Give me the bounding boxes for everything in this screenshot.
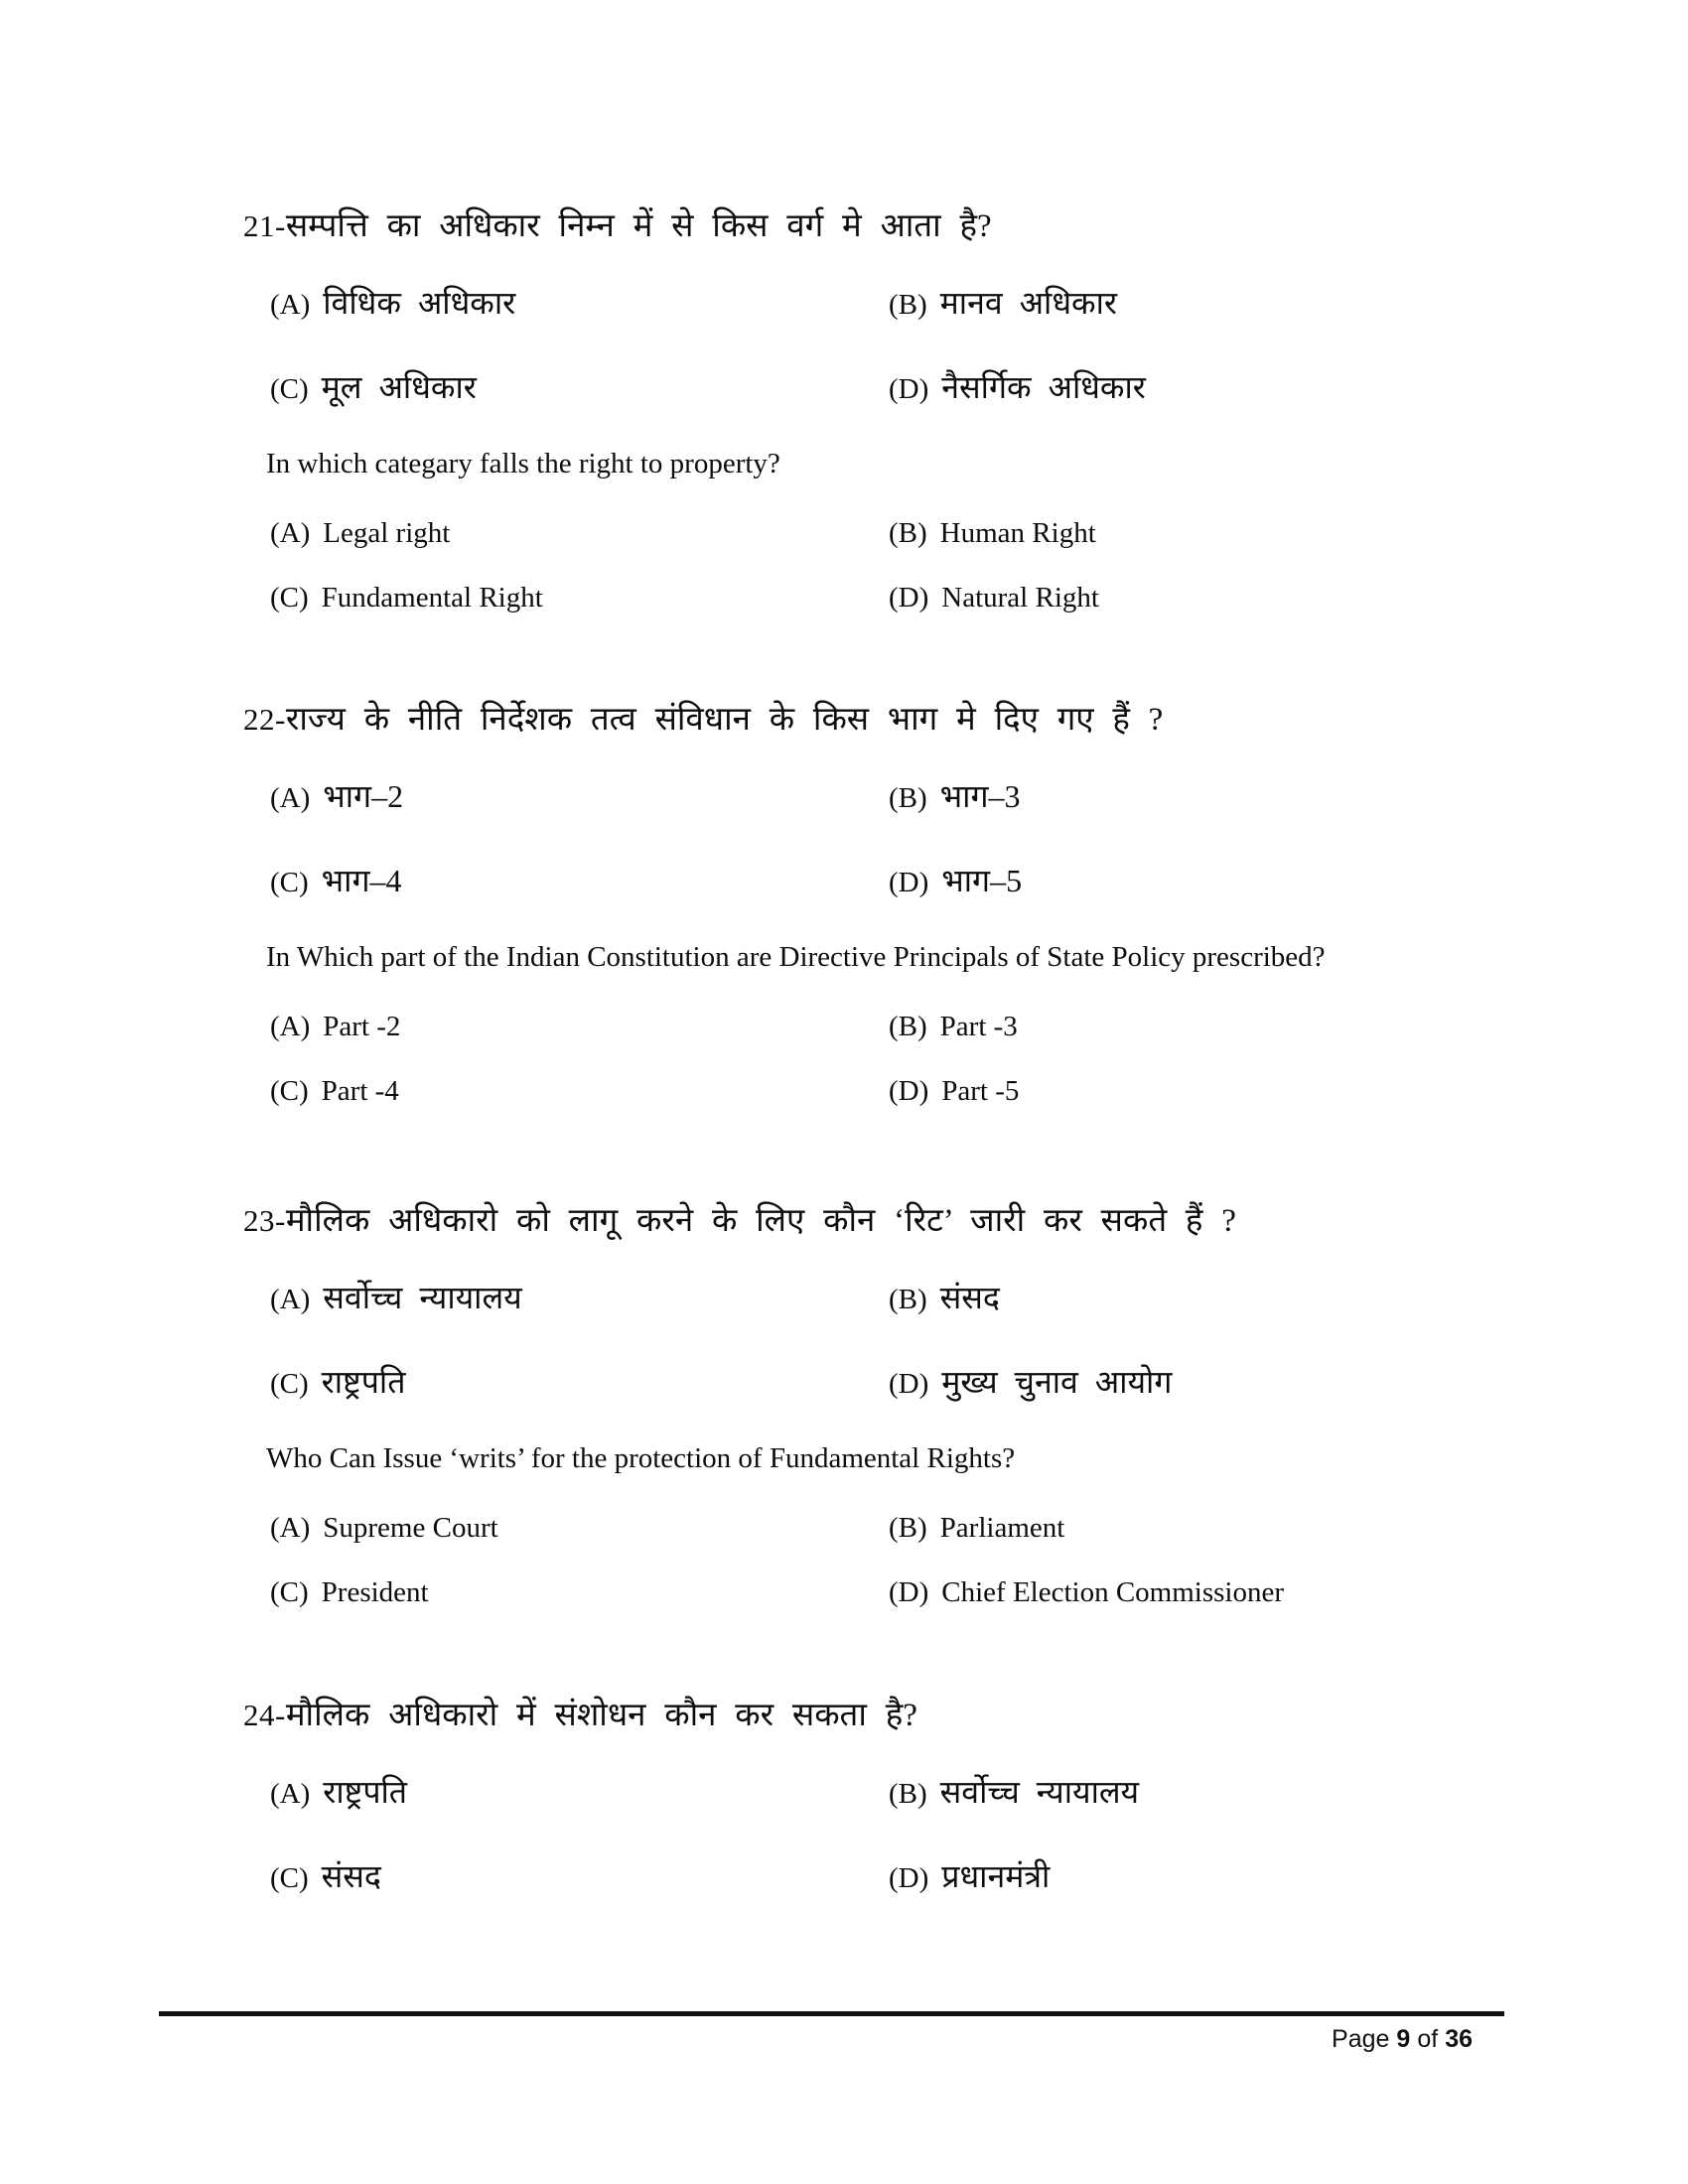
question-hindi-text: सम्पत्ति का अधिकार निम्न में से किस वर्ग मे आता है?	[285, 208, 992, 244]
footer-prefix: Page	[1332, 2025, 1390, 2053]
footer-of-label: of	[1417, 2025, 1439, 2053]
option-label: (A)	[270, 1778, 311, 1810]
option-text: सर्वोच्च न्यायालय	[323, 1280, 522, 1315]
question-hindi-text: राज्य के नीति निर्देशक तत्व संविधान के किस भाग मे दिए गए हैं ?	[285, 702, 1164, 738]
option-label: (D)	[889, 1368, 929, 1400]
option-label: (D)	[889, 582, 929, 614]
option-text: राष्ट्रपति	[323, 1774, 408, 1810]
option-text: भाग–3	[939, 778, 1021, 814]
option-text: राष्ट्रपति	[321, 1364, 406, 1400]
option-a	[270, 1512, 498, 1545]
option-text: संसद	[939, 1280, 1000, 1315]
option-text: भाग–2	[323, 778, 404, 814]
option-label: (D)	[889, 1862, 929, 1894]
option-label: (C)	[270, 867, 309, 898]
option-text: विधिक अधिकार	[323, 285, 516, 321]
option-label: (D)	[889, 1576, 929, 1608]
question-number: 21-	[243, 208, 286, 243]
option-label: (C)	[270, 373, 309, 405]
option-text: संसद	[321, 1858, 381, 1894]
question-number: 23-	[243, 1203, 286, 1238]
option-a	[270, 517, 450, 550]
option-text: मूल अधिकार	[321, 369, 477, 405]
question-23-english-options-row-1	[0, 1512, 1688, 1556]
question-21-english-options-row-1	[0, 517, 1688, 561]
option-text: Chief Election Commissioner	[941, 1576, 1284, 1608]
question-24-heading	[243, 1691, 917, 1735]
option-label: (D)	[889, 1075, 929, 1107]
option-a	[270, 1770, 407, 1813]
option-text: Fundamental Right	[321, 582, 543, 614]
question-23-english-options-row-2	[0, 1576, 1688, 1620]
option-label: (C)	[270, 1862, 309, 1894]
option-text: भाग–5	[941, 863, 1023, 898]
option-label: (D)	[889, 373, 929, 405]
option-label: (B)	[889, 289, 927, 321]
question-21-hindi-options-row-1	[0, 281, 1688, 325]
option-d	[889, 859, 1022, 901]
option-label: (A)	[270, 289, 311, 321]
question-22-english-text: In Which part of the Indian Constitution are Directive Principals of State Policy prescribed?	[266, 941, 1326, 973]
question-hindi-text: मौलिक अधिकारो को लागू करने के लिए कौन ‘रिट’ जारी कर सकते हैं ?	[285, 1203, 1236, 1239]
option-text: Legal right	[323, 517, 451, 549]
option-text: मानव अधिकार	[939, 285, 1117, 321]
option-label: (B)	[889, 1512, 927, 1544]
question-21-heading	[243, 202, 992, 246]
option-text: Part -3	[939, 1011, 1018, 1042]
option-text: Part -5	[941, 1075, 1020, 1107]
question-number: 22-	[243, 702, 286, 737]
question-22-english-options-row-2	[0, 1075, 1688, 1119]
option-d	[889, 582, 1099, 614]
option-text: Supreme Court	[323, 1512, 498, 1544]
question-22-heading	[243, 695, 1163, 740]
question-21-english-text: In which categary falls the right to property?	[266, 448, 780, 479]
option-label: (A)	[270, 1011, 311, 1042]
option-label: (C)	[270, 582, 309, 614]
option-label: (C)	[270, 1368, 309, 1400]
question-23-hindi-options-row-1	[0, 1276, 1688, 1319]
question-hindi-text: मौलिक अधिकारो में संशोधन कौन कर सकता है?	[285, 1698, 917, 1733]
option-text: मुख्य चुनाव आयोग	[941, 1364, 1173, 1400]
option-c	[270, 859, 401, 901]
question-23-hindi-options-row-2	[0, 1360, 1688, 1404]
option-text: प्रधानमंत्री	[941, 1858, 1051, 1894]
option-label: (B)	[889, 1284, 927, 1315]
footer-page-number: 9	[1396, 2025, 1411, 2053]
option-d	[889, 1576, 1284, 1609]
option-b	[889, 517, 1096, 550]
question-21-english-options-row-2	[0, 582, 1688, 625]
option-b	[889, 1512, 1064, 1545]
option-c	[270, 1075, 399, 1108]
option-text: Human Right	[939, 517, 1096, 549]
option-d	[889, 1075, 1019, 1108]
option-label: (A)	[270, 782, 311, 814]
footer-divider	[159, 2011, 1504, 2016]
option-d	[889, 1360, 1172, 1403]
page-footer	[159, 2025, 1473, 2054]
option-label: (B)	[889, 1778, 927, 1810]
question-22-hindi-options-row-1	[0, 774, 1688, 818]
option-a	[270, 1276, 522, 1318]
option-text: Part -2	[323, 1011, 401, 1042]
option-label: (A)	[270, 517, 311, 549]
question-21-hindi-options-row-2	[0, 365, 1688, 409]
option-b	[889, 281, 1117, 324]
option-b	[889, 1770, 1139, 1813]
option-label: (B)	[889, 782, 927, 814]
option-text: सर्वोच्च न्यायालय	[939, 1774, 1140, 1810]
option-d	[889, 1854, 1050, 1897]
option-label: (A)	[270, 1512, 311, 1544]
question-24-hindi-options-row-1	[0, 1770, 1688, 1814]
option-c	[270, 1576, 429, 1609]
option-label: (B)	[889, 517, 927, 549]
option-text: भाग–4	[321, 863, 402, 898]
option-label: (A)	[270, 1284, 311, 1315]
option-text: Parliament	[939, 1512, 1065, 1544]
option-label: (B)	[889, 1011, 927, 1042]
option-a	[270, 774, 403, 817]
option-text: Natural Right	[941, 582, 1099, 614]
option-label: (C)	[270, 1576, 309, 1608]
option-b	[889, 774, 1020, 817]
option-a	[270, 281, 515, 324]
option-c	[270, 1854, 381, 1897]
question-22-hindi-options-row-2	[0, 859, 1688, 902]
option-c	[270, 582, 543, 614]
option-text: President	[321, 1576, 429, 1608]
option-b	[889, 1276, 1000, 1318]
option-c	[270, 1360, 405, 1403]
option-d	[889, 365, 1146, 408]
option-label: (C)	[270, 1075, 309, 1107]
option-text: Part -4	[321, 1075, 399, 1107]
question-number: 24-	[243, 1698, 286, 1732]
option-c	[270, 365, 477, 408]
question-23-heading	[243, 1196, 1236, 1241]
question-22-english-options-row-1	[0, 1011, 1688, 1054]
option-label: (D)	[889, 867, 929, 898]
question-23-english-text: Who Can Issue ‘writs’ for the protection of Fundamental Rights?	[266, 1442, 1016, 1474]
footer-total-pages: 36	[1445, 2025, 1473, 2053]
option-b	[889, 1011, 1018, 1043]
question-24-hindi-options-row-2	[0, 1854, 1688, 1898]
option-text: नैसर्गिक अधिकार	[941, 369, 1146, 405]
option-a	[270, 1011, 400, 1043]
